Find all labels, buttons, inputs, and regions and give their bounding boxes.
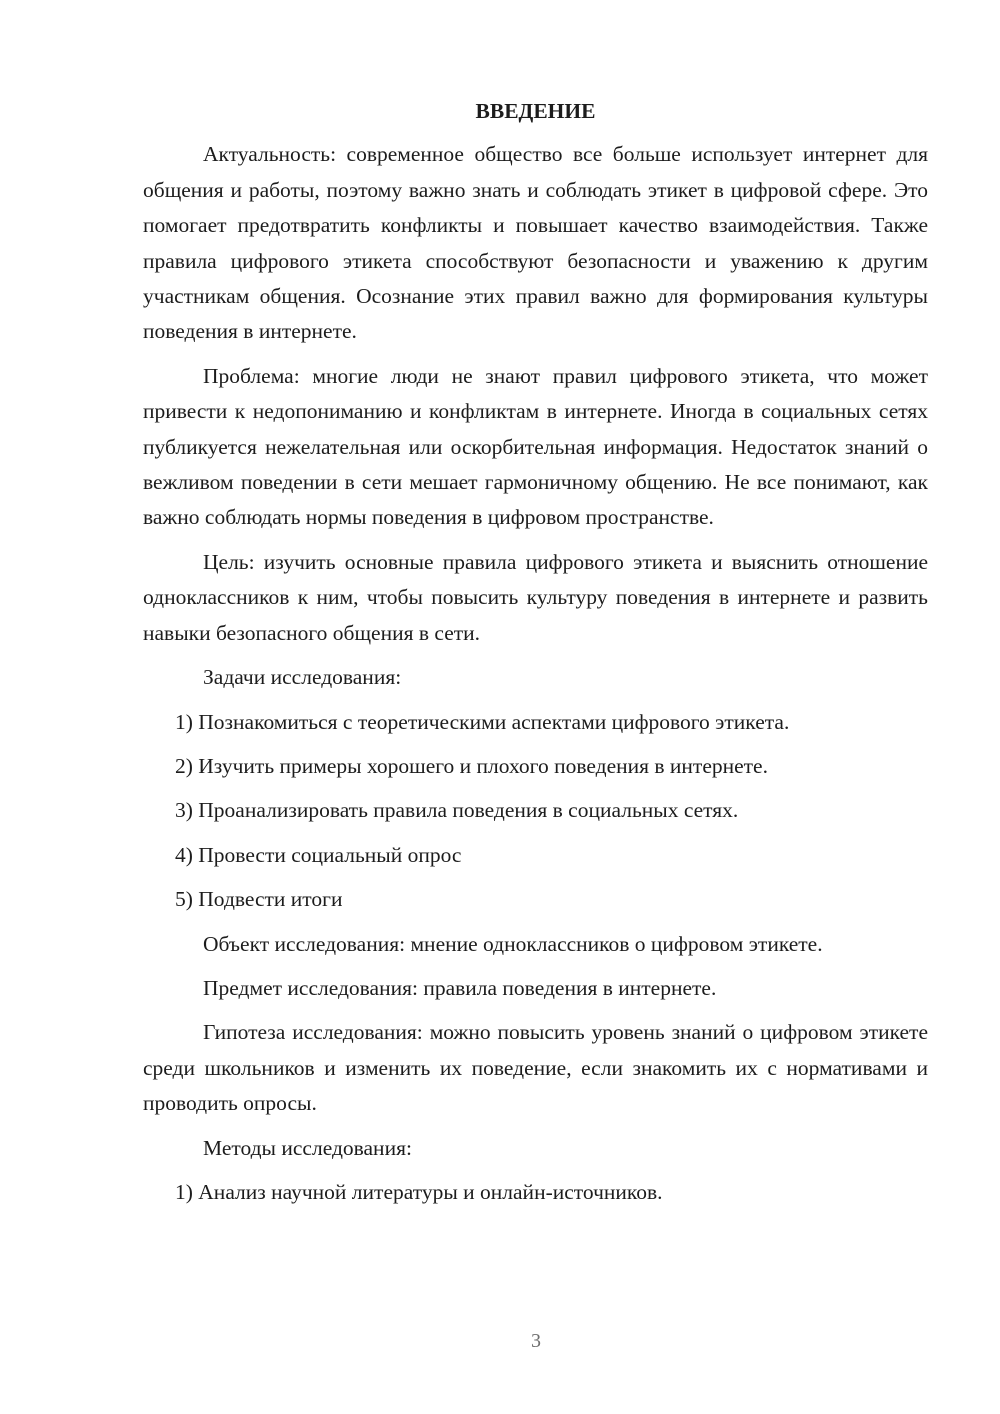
- page-content: [143, 94, 928, 1219]
- task-item-3: 3) Проанализировать правила поведения в социальных сетях.: [175, 798, 739, 823]
- section-heading: ВВЕДЕНИЕ: [475, 99, 596, 123]
- task-item-5: 5) Подвести итоги: [175, 887, 343, 912]
- subject-line: Предмет исследования: правила поведения в интернете.: [203, 975, 717, 1000]
- page-number: 3: [531, 1330, 541, 1352]
- object-line: Объект исследования: мнение одноклассников о цифровом этикете.: [203, 931, 823, 956]
- methods-title: Методы исследования:: [203, 1135, 412, 1160]
- task-item-2: 2) Изучить примеры хорошего и плохого поведения в интернете.: [175, 753, 768, 778]
- task-item-4: 4) Провести социальный опрос: [175, 842, 462, 867]
- problem-paragraph: Проблема: многие люди не знают правил цифрового этикета, что может привести к недопониманию и конфликтам в интернете. Иногда в социальных сетях публикуется нежелательная или оскорбительная информация. Недостаток знаний о вежливом поведении в сети мешает гармоничному общению. Не все понимают, как важно соблюдать нормы поведения в цифровом пространстве.: [143, 363, 928, 530]
- tasks-title: Задачи исследования:: [203, 665, 402, 690]
- relevance-paragraph: Актуальность: современное общество все больше использует интернет для общения и работы, поэтому важно знать и соблюдать этикет в цифровой сфере. Это помогает предотвратить конфликты и повышает качество взаимодействия. Также правила цифрового этикета способствуют безопасности и уважению к другим участникам общения. Осознание этих правил важно для формирования культуры поведения в интернете.: [143, 142, 928, 344]
- method-item-1: 1) Анализ научной литературы и онлайн-источников.: [175, 1179, 663, 1204]
- task-item-1: 1) Познакомиться с теоретическими аспектами цифрового этикета.: [175, 709, 790, 734]
- goal-paragraph: Цель: изучить основные правила цифрового этикета и выяснить отношение одноклассников к ним, чтобы повысить культуру поведения в интернете и развить навыки безопасного общения в сети.: [143, 549, 928, 645]
- hypothesis-paragraph: Гипотеза исследования: можно повысить уровень знаний о цифровом этикете среди школьников и изменить их поведение, если знакомить их с нормативами и проводить опросы.: [143, 1020, 928, 1116]
